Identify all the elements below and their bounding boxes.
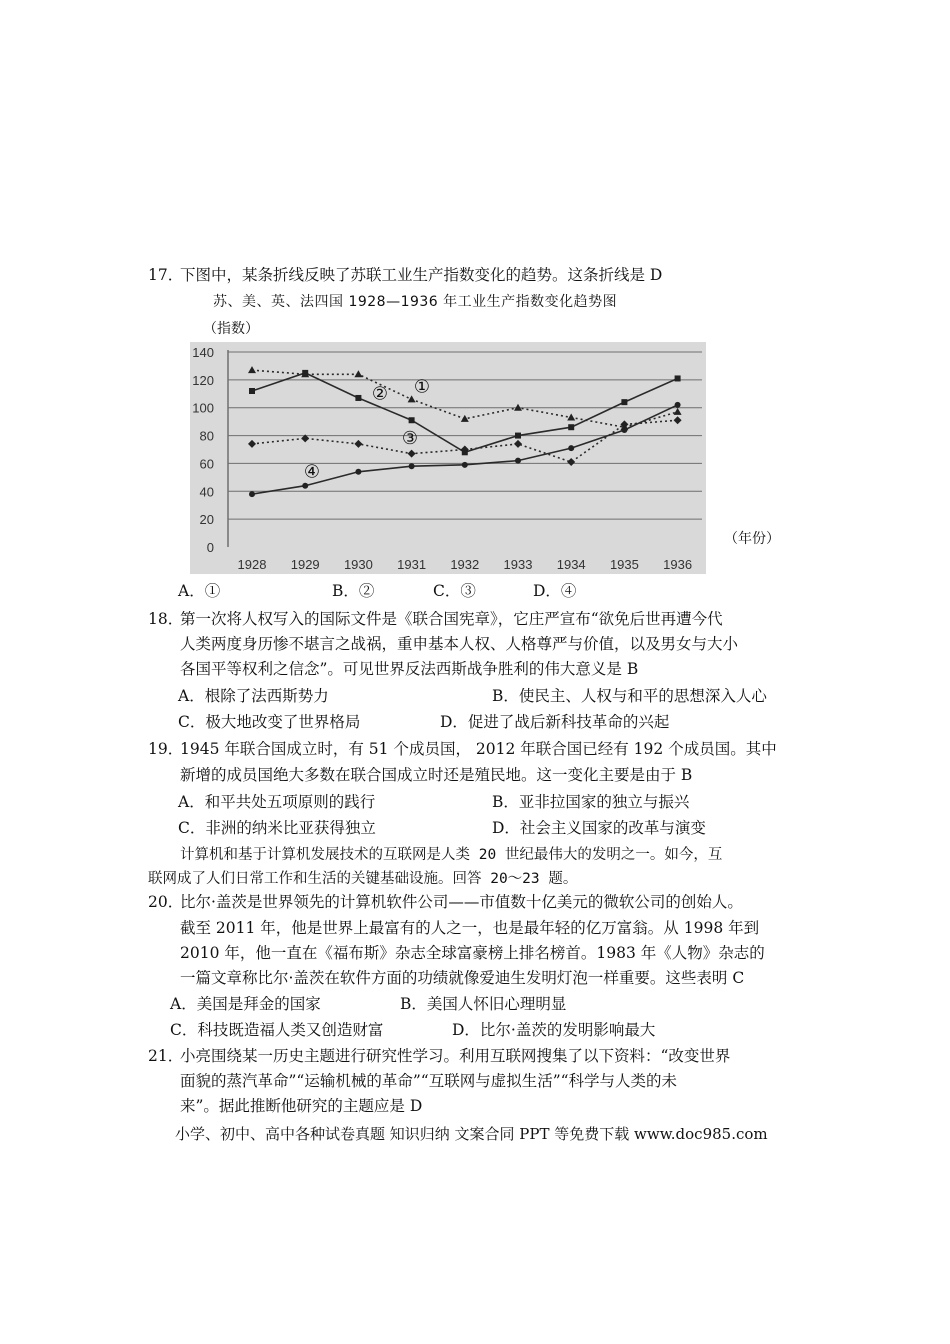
- q21-line-2: 面貌的蒸汽革命”“运输机械的革命”“互联网与虚拟生活”“科学与人类的未: [180, 1072, 678, 1090]
- series-label-3: ③: [401, 427, 419, 449]
- passage-line-2: 联网成了人们日常工作和生活的关键基础设施。回答 20～23 题。: [148, 871, 578, 887]
- passage-line-1: 计算机和基于计算机发展技术的互联网是人类 20 世纪最伟大的发明之一。如今，互: [180, 847, 723, 863]
- x-tick-label: 1935: [609, 557, 639, 572]
- q19-option-a: A．和平共处五项原则的践行: [178, 793, 376, 811]
- q20-option-a: A．美国是拜金的国家: [170, 995, 321, 1013]
- q18-line-1: 第一次将人权写入的国际文件是《联合国宪章》，它庄严宣布“欲免后世再遭今代: [180, 610, 723, 628]
- q20-line-2: 截至 2011 年，他是世界上最富有的人之一，也是最年轻的亿万富翁。从 1998 年到: [180, 919, 760, 937]
- x-tick-label: 1929: [290, 557, 320, 572]
- y-tick-label: 80: [199, 428, 214, 444]
- data-point-series-2: [249, 388, 255, 394]
- x-tick-label: 1936: [663, 557, 693, 572]
- x-tick-label: 1932: [450, 557, 480, 572]
- q17-option-c: C．③: [433, 582, 476, 600]
- x-tick-label: 1931: [397, 557, 427, 572]
- chart-x-unit: （年份）: [724, 531, 780, 547]
- q21-number: 21．: [148, 1047, 184, 1065]
- q18-line-3: 各国平等权利之信念”。可见世界反法西斯战争胜利的伟大意义是 B: [180, 660, 639, 678]
- data-point-series-2: [568, 424, 574, 430]
- q20-line-1: 比尔·盖茨是世界领先的计算机软件公司——市值数十亿美元的微软公司的创始人。: [180, 893, 743, 911]
- q18-option-d: D．促进了战后新科技革命的兴起: [440, 713, 670, 731]
- data-point-series-4: [621, 427, 627, 433]
- q20-option-c: C．科技既造福人类又创造财富: [170, 1021, 384, 1039]
- data-point-series-4: [409, 463, 415, 469]
- q19-option-c: C．非洲的纳米比亚获得独立: [178, 819, 376, 837]
- series-label-4: ④: [303, 461, 321, 483]
- q17-option-d: D．④: [533, 582, 577, 600]
- q17-number: 17．: [148, 266, 184, 284]
- q17-option-b: B．②: [332, 582, 375, 600]
- data-point-series-4: [302, 483, 308, 489]
- x-tick-label: 1930: [343, 557, 373, 572]
- chart-y-unit: （指数）: [203, 321, 259, 337]
- q21-line-1: 小亮围绕某一历史主题进行研究性学习。利用互联网搜集了以下资料：“改变世界: [180, 1047, 731, 1065]
- q20-option-b: B．美国人怀旧心理明显: [400, 995, 567, 1013]
- series-label-1: ①: [413, 376, 431, 398]
- y-tick-label: 100: [192, 400, 214, 416]
- data-point-series-4: [249, 491, 255, 497]
- data-point-series-4: [515, 458, 521, 464]
- q17-stem: 下图中，某条折线反映了苏联工业生产指数变化的趋势。这条折线是 D: [180, 266, 663, 284]
- x-tick-label: 1934: [556, 557, 586, 572]
- q17-option-a: A．①: [178, 582, 221, 600]
- y-tick-label: 40: [199, 484, 214, 500]
- data-point-series-2: [302, 370, 308, 376]
- q21-line-3: 来”。据此推断他研究的主题应是 D: [180, 1097, 423, 1115]
- q20-line-4: 一篇文章称比尔·盖茨在软件方面的功绩就像爱迪生发明灯泡一样重要。这些表明 C: [180, 969, 745, 987]
- chart-title: 苏、美、英、法四国 1928—1936 年工业生产指数变化趋势图: [213, 294, 618, 310]
- chart-background: [190, 342, 706, 574]
- data-point-series-4: [462, 462, 468, 468]
- x-tick-label: 1933: [503, 557, 533, 572]
- data-point-series-2: [515, 433, 521, 439]
- q19-option-d: D．社会主义国家的改革与演变: [492, 819, 706, 837]
- data-point-series-4: [355, 469, 361, 475]
- series-label-2: ②: [371, 383, 389, 405]
- y-tick-label: 120: [192, 372, 214, 388]
- chart-x-ticks: [238, 557, 693, 572]
- q18-number: 18．: [148, 610, 184, 628]
- industrial-index-chart: [190, 342, 706, 574]
- y-tick-label: 140: [192, 345, 214, 360]
- data-point-series-2: [621, 399, 627, 405]
- data-point-series-2: [409, 417, 415, 423]
- q19-number: 19．: [148, 740, 184, 758]
- q19-option-b: B．亚非拉国家的独立与振兴: [492, 793, 690, 811]
- x-tick-label: 1928: [237, 557, 267, 572]
- data-point-series-4: [568, 445, 574, 451]
- q20-option-d: D．比尔·盖茨的发明影响最大: [452, 1021, 656, 1039]
- q18-option-b: B．使民主、人权与和平的思想深入人心: [492, 687, 767, 705]
- q19-line-1: 1945 年联合国成立时，有 51 个成员国， 2012 年联合国已经有 192 个成员国。其中: [180, 740, 777, 758]
- footer-text: 小学、初中、高中各种试卷真题 知识归纳 文案合同 PPT 等免费下载 www.doc985.com: [175, 1125, 768, 1143]
- data-point-series-4: [675, 402, 681, 408]
- y-tick-label: 0: [206, 540, 214, 555]
- q18-option-a: A．根除了法西斯势力: [178, 687, 329, 705]
- data-point-series-2: [675, 375, 681, 381]
- q20-line-3: 2010 年，他一直在《福布斯》杂志全球富豪榜上排名榜首。1983 年《人物》杂志的: [180, 944, 765, 962]
- y-tick-label: 60: [199, 456, 214, 472]
- y-tick-label: 20: [199, 512, 214, 528]
- q18-line-2: 人类两度身历惨不堪言之战祸，重申基本人权、人格尊严与价值，以及男女与大小: [180, 635, 739, 653]
- q20-number: 20．: [148, 893, 184, 911]
- q19-line-2: 新增的成员国绝大多数在联合国成立时还是殖民地。这一变化主要是由于 B: [180, 766, 693, 784]
- q18-option-c: C．极大地改变了世界格局: [178, 713, 361, 731]
- data-point-series-2: [355, 395, 361, 401]
